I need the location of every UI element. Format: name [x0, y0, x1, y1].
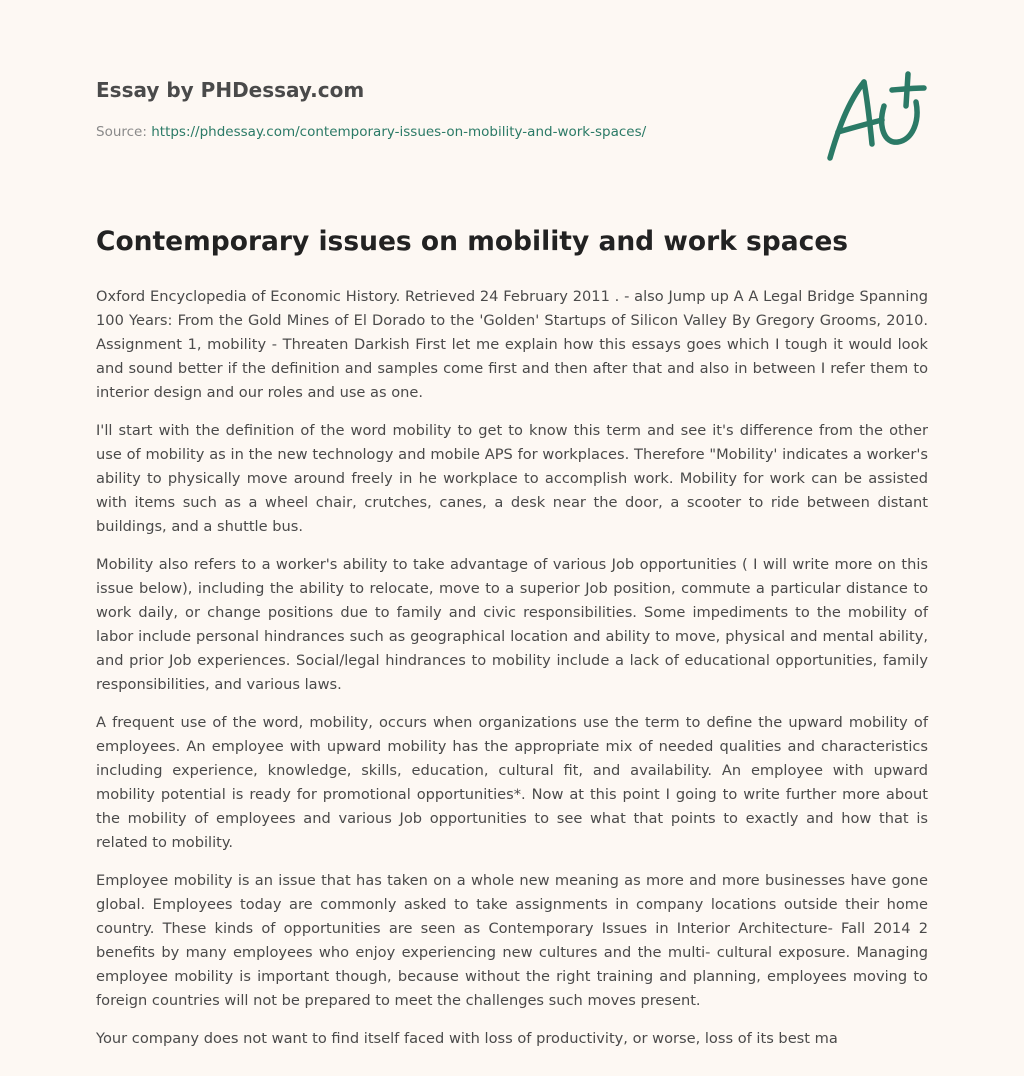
essay-title: Contemporary issues on mobility and work spaces — [96, 226, 849, 257]
site-name: Essay by PHDessay.com — [96, 78, 365, 102]
a-plus-logo-icon — [822, 68, 928, 164]
source-link[interactable]: https://phdessay.com/contemporary-issues-on-mobility-and-work-spaces/ — [151, 124, 647, 140]
essay-paragraph: A frequent use of the word, mobility, occurs when organizations use the term to define the upward mobility of employees. An employee with upward mobility has the appropriate mix of needed qualities and characteristics including experience, knowledge, skills, education, cultural fit, and availability. An employee with upward mobility potential is ready for promotional opportunities*. Now at this point I going to write further more about the mobility of employees and various Job opportunities to see what that points to exactly and how that is related to mobility. — [96, 714, 928, 851]
essay-paragraph: Your company does not want to find itself faced with loss of productivity, or worse, loss of its best ma — [96, 1030, 838, 1047]
source-line — [96, 124, 646, 140]
essay-paragraph: Mobility also refers to a worker's ability to take advantage of various Job opportunities ( I will write more on this issue below), including the ability to relocate, move to a superior Job position, commute a particular distance to work daily, or change positions due to family and civic responsibilities. Some impediments to the mobility of labor include personal hindrances such as geographical location and ability to move, physical and mental ability, and prior Job experiences. Social/legal hindrances to mobility include a lack of educational opportunities, family responsibilities, and various laws. — [96, 556, 928, 693]
source-label: Source: — [96, 124, 152, 140]
essay-paragraph: I'll start with the definition of the word mobility to get to know this term and see it's difference from the other use of mobility as in the new technology and mobile APS for workplaces. Therefore "Mobility' indicates a worker's ability to physically move around freely in he workplace to accomplish work. Mobility for work can be assisted with items such as a wheel chair, crutches, canes, a desk near the door, a scooter to ride between distant buildings, and a shuttle bus. — [96, 422, 928, 535]
essay-paragraph: Employee mobility is an issue that has taken on a whole new meaning as more and more businesses have gone global. Employees today are commonly asked to take assignments in company locations outside their home country. These kinds of opportunities are seen as Contemporary Issues in Interior Architecture- Fall 2014 2 benefits by many employees who enjoy experiencing new cultures and the multi- cultural exposure. Managing employee mobility is important though, because without the right training and planning, employees moving to foreign countries will not be prepared to meet the challenges such moves present. — [96, 872, 928, 1009]
essay-body — [96, 285, 928, 1065]
essay-paragraph: Oxford Encyclopedia of Economic History. Retrieved 24 February 2011 . - also Jump up A A Legal Bridge Spanning 100 Years: From the Gold Mines of El Dorado to the 'Golden' Startups of Silicon Valley By Gregory Grooms, 2010. Assignment 1, mobility - Threaten Darkish First let me explain how this essays goes which I tough it would look and sound better if the definition and samples come first and then after that and also in between I refer them to interior design and our roles and use as one. — [96, 288, 928, 401]
